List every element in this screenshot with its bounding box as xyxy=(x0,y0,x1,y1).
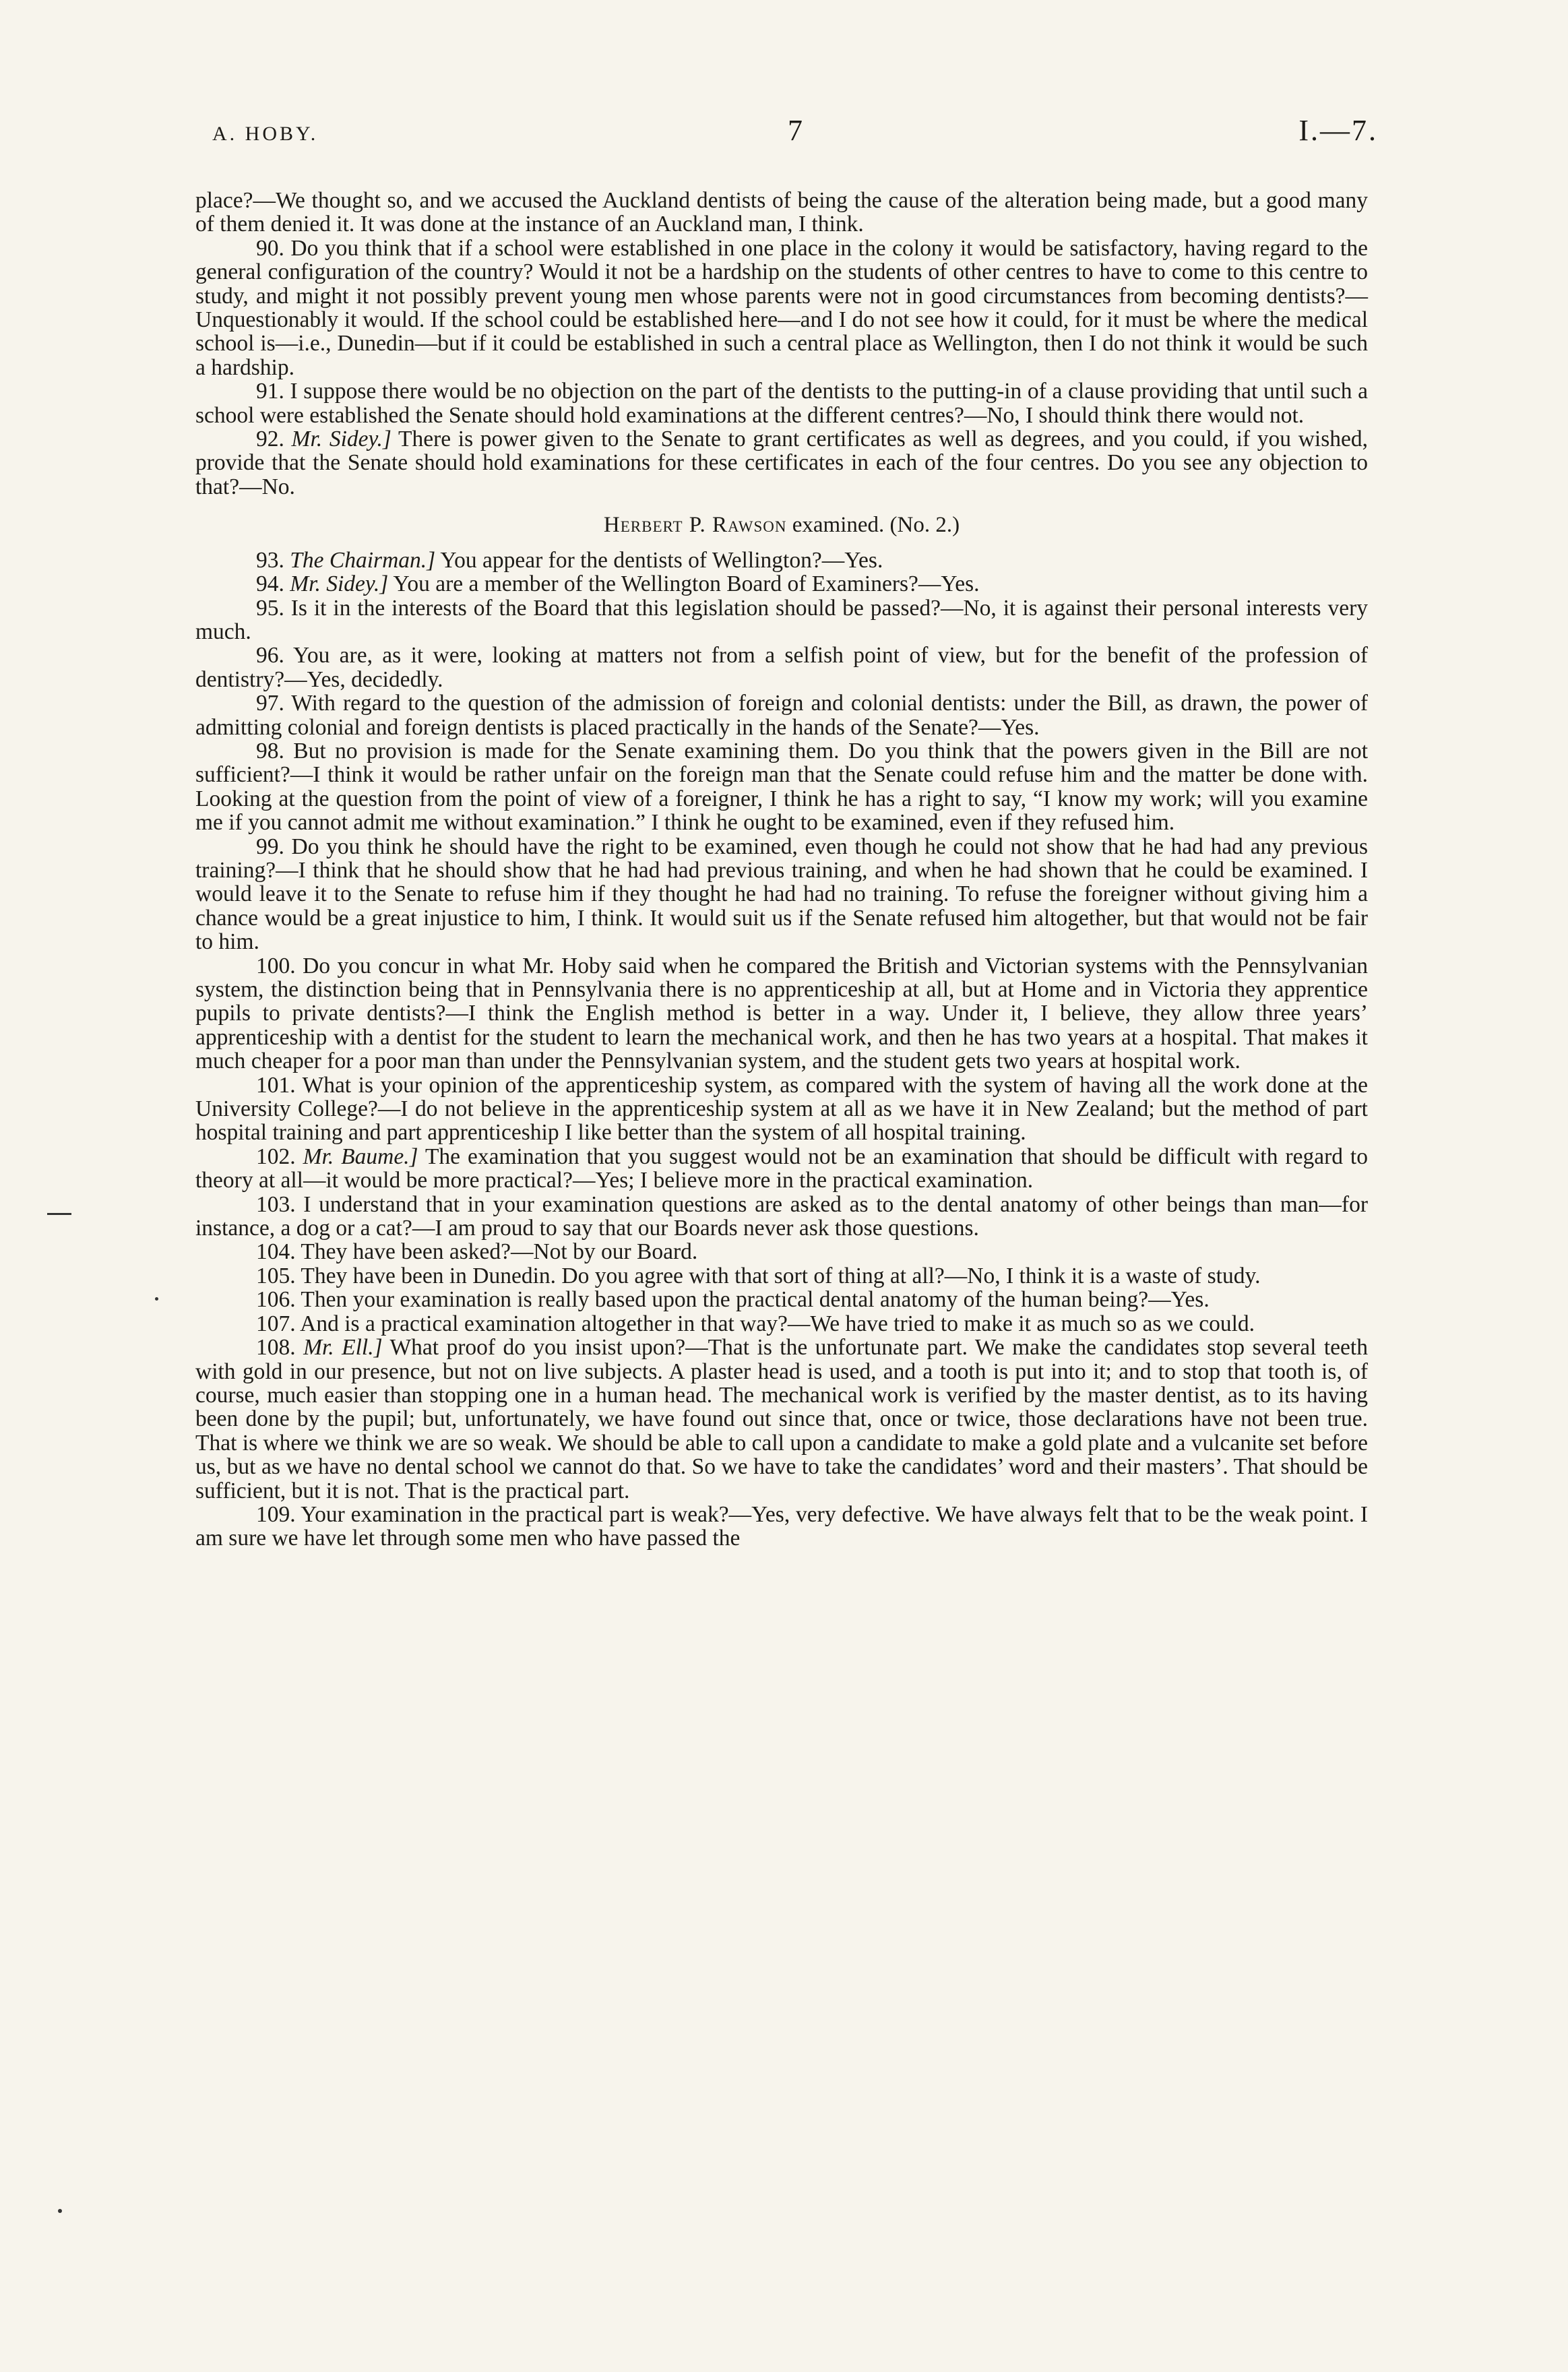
question-103: 103. I understand that in your examination questions are asked as to the dental anatomy of other beings than man—for instance, a dog or a cat?—I am proud to say that our Boards never ask those questions. xyxy=(195,1191,1368,1241)
question-text: What proof do you insist upon?—That is the unfortunate part. We make the candidates stop several teeth with gold in our presence, but not on live subjects. A plaster head is used, and a tooth is put into it; and to stop that tooth is, of course, much easier than stopping one in a human head. The mechanical work is verified by the master dentist, as to its having been done by the pupil; but, unfortunately, we have found out since that, once or twice, those declarations have not been true. That is where we think we are so weak. We should be able to call upon a candidate to make a gold plate and a vulcanite set before us, but as we have no dental school we cannot do that. So we have to take the candidates’ word and their masters’. That should be sufficient, but it is not. That is the practical part. xyxy=(195,1335,1368,1503)
running-head-name: A. HOBY. xyxy=(212,123,319,145)
question-106: 106. Then your examination is really based upon the practical dental anatomy of the human being?—Yes. xyxy=(256,1287,1210,1313)
question-108 xyxy=(195,1336,1368,1503)
speaker: The Chairman.] xyxy=(290,547,436,573)
witness-heading xyxy=(195,513,1368,537)
question-105: 105. They have been in Dunedin. Do you agree with that sort of thing at all?—No, I think it is a waste of study. xyxy=(256,1263,1261,1288)
question-99: 99. Do you think he should have the right to be examined, even though he could not show that he had had any previous training?—I think that he should show that he had had previous training, and when he had shown that he could be examined. I would leave it to the Senate to refuse him if they thought he had had no training. To refuse the foreigner without giving him a chance would be a great injustice to him, I think. It would suit us if the Senate refused him altogether, but that would not be fair to him. xyxy=(195,834,1368,955)
question-93 xyxy=(195,549,1368,572)
question-number: 102. xyxy=(256,1144,296,1169)
question-94 xyxy=(195,572,1368,596)
question-number: 93. xyxy=(256,547,284,573)
margin-dot xyxy=(155,1297,158,1301)
question-number: 108. xyxy=(256,1335,296,1361)
question-text: You are a member of the Wellington Board of Examiners?—Yes. xyxy=(393,571,980,597)
question-number: 94. xyxy=(256,571,284,597)
speaker: Mr. Sidey.] xyxy=(290,571,389,597)
question-91: 91. I suppose there would be no objection on the part of the dentists to the putting-in of a clause providing that until such a school were established the Senate should hold examinations at the different centres?—No, I should think there would not. xyxy=(195,379,1368,428)
speaker: Mr. Baume.] xyxy=(303,1144,418,1169)
document-reference: I.—7. xyxy=(1298,114,1378,147)
question-text: The examination that you suggest would not be an examination that should be difficult with regard to theory at all—it would be more practical?—Yes; I believe more in the practical examination. xyxy=(195,1144,1368,1193)
question-100: 100. Do you concur in what Mr. Hoby said when he compared the British and Victorian systems with the Pennsylvanian system, the distinction being that in Pennsylvania there is no apprenticeship at all, but at Home and in Victoria they apprentice pupils to private dentists?—I think the English method is better in a way. Under it, I believe, they allow three years’ apprenticeship with a dentist for the student to learn the mechanical work, and then he has two years at a hospital. That makes it much cheaper for a poor man than under the Pennsylvanian system, and the student gets two years at hospital work. xyxy=(195,953,1368,1074)
question-98: 98. But no provision is made for the Senate examining them. Do you think that the powers given in the Bill are not sufficient?—I think it would be rather unfair on the foreign man that the Senate could refuse him and the matter be done with. Looking at the question from the point of view of a foreigner, I think he has a right to say, “I know my work; will you examine me if you cannot admit me without examination.” I think he ought to be examined, even if they refused him. xyxy=(195,738,1368,836)
speaker: Mr. Sidey.] xyxy=(291,427,391,452)
witness-name: Herbert P. Rawson xyxy=(603,513,787,538)
margin-dash xyxy=(47,1213,71,1215)
page-number: 7 xyxy=(788,114,803,147)
question-104: 104. They have been asked?—Not by our Board. xyxy=(256,1239,698,1265)
margin-dot xyxy=(58,2209,62,2213)
question-107: 107. And is a practical examination altogether in that way?—We have tried to make it as much so as we could. xyxy=(256,1311,1255,1336)
question-90: 90. Do you think that if a school were established in one place in the colony it would be satisfactory, having regard to the general configuration of the country? Would it not be a hardship on the students of other centres to have to come to this centre to study, and might it not possibly prevent young men whose parents were not in good circumstances from becoming dentists?—Unquestionably it would. If the school could be established here—and I do not see how it could, for it must be where the medical school is—i.e., Dunedin—but if it could be established in such a central place as Wellington, then I do not think it would be such a hardship. xyxy=(195,235,1368,380)
question-101: 101. What is your opinion of the apprenticeship system, as compared with the system of having all the work done at the University College?—I do not believe in the apprenticeship system at all as we have it in New Zealand; but the method of part hospital training and part apprenticeship I like better than the system of all hospital training. xyxy=(195,1072,1368,1146)
question-text: There is power given to the Senate to grant certificates as well as degrees, and you could, if you wished, provide that the Senate should hold examinations for these certificates in each of the four centres. Do you see any objection to that?—No. xyxy=(195,427,1369,499)
paragraph-continuation: place?—We thought so, and we accused the Auckland dentists of being the cause of the alteration being made, but a good many of them denied it. It was done at the instance of an Auckland man, I think. xyxy=(195,188,1368,237)
speaker: Mr. Ell.] xyxy=(303,1335,383,1361)
transcript-body xyxy=(195,189,1368,1551)
question-92 xyxy=(195,427,1368,499)
question-102 xyxy=(195,1145,1368,1193)
witness-heading-suffix: examined. (No. 2.) xyxy=(792,513,960,538)
question-96: 96. You are, as it were, looking at matters not from a selfish point of view, but for the benefit of the profession of dentistry?—Yes, decidedly. xyxy=(195,643,1368,692)
question-109: 109. Your examination in the practical part is weak?—Yes, very defective. We have always felt that to be the weak point. I am sure we have let through some men who have passed the xyxy=(195,1501,1368,1551)
question-97: 97. With regard to the question of the admission of foreign and colonial dentists: under the Bill, as drawn, the power of admitting colonial and foreign dentists is placed practically in the hands of the Senate?—Yes. xyxy=(195,691,1368,740)
page-header xyxy=(212,113,1378,154)
question-text: You appear for the dentists of Wellington?—Yes. xyxy=(440,547,883,573)
question-number: 92. xyxy=(256,427,284,452)
question-95: 95. Is it in the interests of the Board that this legislation should be passed?—No, it is against their personal interests very much. xyxy=(195,595,1368,644)
